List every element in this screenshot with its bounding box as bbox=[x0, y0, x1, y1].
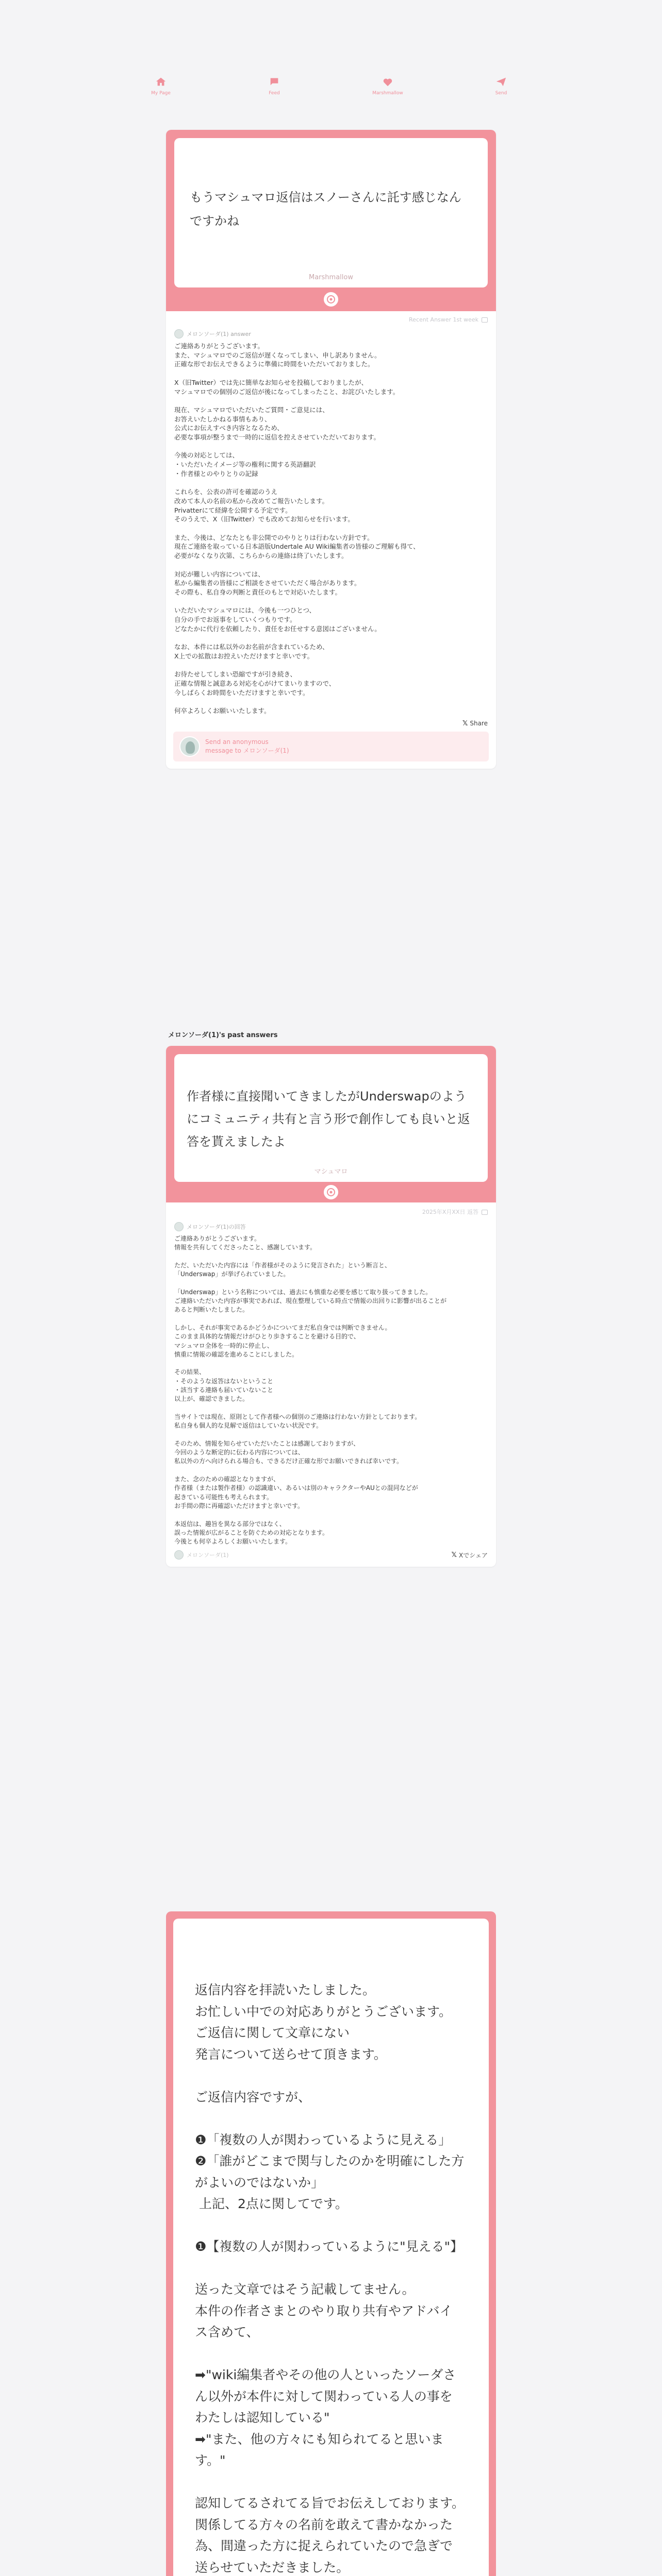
share-on-x-button[interactable]: 𝕏 Xでシェア bbox=[451, 1551, 488, 1559]
nav-feed[interactable] bbox=[251, 76, 297, 96]
question-frame bbox=[166, 1046, 496, 1202]
copy-icon[interactable] bbox=[482, 1210, 488, 1215]
footer-name: メロンソーダ(1) bbox=[187, 1552, 229, 1559]
answer-card bbox=[166, 130, 496, 769]
copy-icon[interactable] bbox=[482, 317, 488, 323]
answer-text: ご連絡ありがとうございます。 また、マシュマロでのご返信が遅くなってしまい、申し訳ありません。 正確な形でお伝えできるように準備に時間をいただいておりました。 X（旧Twitter）では先に簡単なお知らせを投稿しておりましたが、 マシュマロでの個別のご返信が後になってしまったこと、お詫びいたします。 現在、マシュマロでいただいたご質問・ご意見には、 お答えいたしかねる事情もあり、 公式にお伝えすべき内容となるため、 必要な事項が整うまで一時的に返信を控えさせていただいております。 今後の対応としては、 ・いただいたイメージ等の権利に関する英語翻訳 ・作者様とのやりとりの記録 これらを、公表の許可を確認のうえ 改めて本人の名前の私から改めてご報告いたします。 Privatterにて経緯を公開する予定です。 そのうえで、X（旧Twitter）でも改めてお知らせを行います。 また、今後は、どなたとも非公開でのやりとりは行わない方針です。 現在ご連絡を取っている日本語版Undertale AU Wiki編集者の皆様のご理解も得て、 必要がなくなり次第、こちらからの連絡は終了いたします。 対応が難しい内容については、 私から編集者の皆様にご相談をさせていただく場合があります。 その際も、私自身の判断と責任のもとで対応いたします。 いただいたマシュマロには、今後も一つひとつ、 自分の手でお返事をしていくつもりです。 どなたかに代行を依頼したり、責任をお任せする意図はございません。 なお、本件には私以外のお名前が含まれているため、 X上での拡散はお控えいただけますと幸いです。 お待たせしてしまい恐縮ですが引き続き、 正確な情報と誠意ある対応を心がけてまいりますので、 今しばらくお時間をいただけますと幸いです。 何卒よろしくお願いいたします。 bbox=[174, 342, 420, 715]
nav-label: Feed bbox=[269, 91, 280, 96]
avatar bbox=[179, 736, 200, 757]
answer-section bbox=[166, 1216, 496, 1546]
nav-marshmallow[interactable] bbox=[365, 76, 411, 96]
question-box bbox=[174, 1054, 488, 1182]
question-frame bbox=[166, 130, 496, 311]
nav-my-page[interactable] bbox=[138, 76, 184, 96]
paper-plane-icon bbox=[495, 76, 507, 88]
nav-send[interactable] bbox=[478, 76, 524, 96]
x-logo-icon: 𝕏 bbox=[451, 1551, 457, 1559]
nav-label: Marshmallow bbox=[372, 91, 403, 96]
answer-text: ご連絡ありがとうございます。 情報を共有してくださったこと、感謝しています。 ただ、いただいた内容には「作者様がそのように発言された」という断言と、 「Underswap」が挙げられていました。 「Underswap」という名称については、過去にも慎重な必要を感じて取り扱ってきました。 ご連絡いただいた内容が事実であれば、現在整理している時点で情報の出回りに影響が出ることが あると判断いたしました。 しかし、それが事実であるかどうかについてまだ私自身では判断できません。 このまま具体的な情報だけがひとり歩きすることを避ける目的で、 マシュマロ全体を一時的に停止し、 慎重に情報の確認を進めることにしました。 その結果、 ・そのような返答はないということ ・該当する連絡も届いていないこと 以上が、確認できました。 当サイトでは現在、原則として作者様への個別のご連絡は行わない方針としております。 私自身も個人的な見解で返信はしていない状況です。 そのため、情報を知らせていただいたことは感謝しておりますが、 今回のような断定的に伝わる内容については、 私以外の方へ向けられる場合も、できるだけ正確な形でお願いできれば幸いです。 また、念のための確認となりますが、 作者様（または製作者様）の認識違い、あるいは別のキャラクターやAUとの混同などが 起きている可能性も考えられます。 お手間の際に再確認いただけますと幸いです。 本返信は、趣旨を異なる部分ではなく、 誤った情報が広がることを防ぐための対応となります。 今後とも何卒よろしくお願いいたします。 bbox=[174, 1235, 447, 1546]
marshmallow-logo-icon bbox=[323, 1184, 339, 1200]
answer-section bbox=[166, 323, 496, 716]
share-button[interactable]: 𝕏 Share bbox=[462, 719, 488, 727]
past-answers-heading: メロンソーダ(1)'s past answers bbox=[168, 1031, 278, 1039]
heart-icon bbox=[382, 76, 393, 88]
avatar bbox=[174, 1222, 184, 1231]
marshmallow-logo-icon bbox=[323, 291, 339, 308]
message-screenshot bbox=[173, 1919, 489, 2576]
question-text: 作者様に直接聞いてきましたがUnderswapのようにコミュニティ共有と言う形で創作しても良いと返答を貰えましたよ bbox=[187, 1089, 470, 1149]
question-signature: マシュマロ bbox=[314, 1168, 348, 1176]
x-logo-icon: 𝕏 bbox=[462, 719, 468, 727]
answerer-name: メロンソーダ(1) answer bbox=[187, 331, 251, 337]
answerer-name: メロンソーダ(1)の回答 bbox=[187, 1224, 246, 1230]
answer-meta: 2025年X月XX日 返答 bbox=[166, 1202, 496, 1216]
avatar bbox=[174, 329, 184, 338]
chat-icon bbox=[269, 76, 280, 88]
past-answer-card[interactable] bbox=[166, 1046, 496, 1567]
send-anonymous-message-button[interactable]: Send an anonymous message to メロンソーダ(1) bbox=[173, 732, 489, 761]
nav-label: Send bbox=[495, 91, 507, 96]
message-screenshot-frame bbox=[166, 1911, 496, 2576]
home-icon bbox=[155, 76, 167, 88]
question-text: もうマシュマロ返信はスノーさんに託す感じなんですかね bbox=[190, 190, 461, 228]
nav-label: My Page bbox=[151, 91, 171, 96]
answer-meta: Recent Answer 1st week bbox=[166, 311, 496, 323]
question-box bbox=[174, 138, 488, 287]
message-screenshot-text: 返信内容を拝読いたしました。 お忙しい中での対応ありがとうございます。 ご返信に関して文章にない 発言について送らせて頂きます。 ご返信内容ですが、 ❶「複数の人が関わっているように見える」 ❷「誰がどこまで関与したのかを明確にした方がよいのではないか」 上記、2点に関してです。 ❶【複数の人が関わっているように"見える"】 送った文章ではそう記載してません。 本件の作者さまとのやり取り共有やアドバイス含めて、 ➡"wiki編集者やその他の人といったソーダさん以外が本件に対して関わっている人の事をわたしは認知している" ➡"また、他の方々にも知られてると思います。" 認知してるされてる旨でお伝えしております。 関係してる方々の名前を敢えて書かなかった為、間違った方に捉えられていたので急ぎで送らせていただきました。 bbox=[195, 1982, 465, 2575]
avatar bbox=[174, 1550, 184, 1560]
question-signature: Marshmallow bbox=[309, 274, 353, 281]
top-nav bbox=[0, 76, 662, 96]
